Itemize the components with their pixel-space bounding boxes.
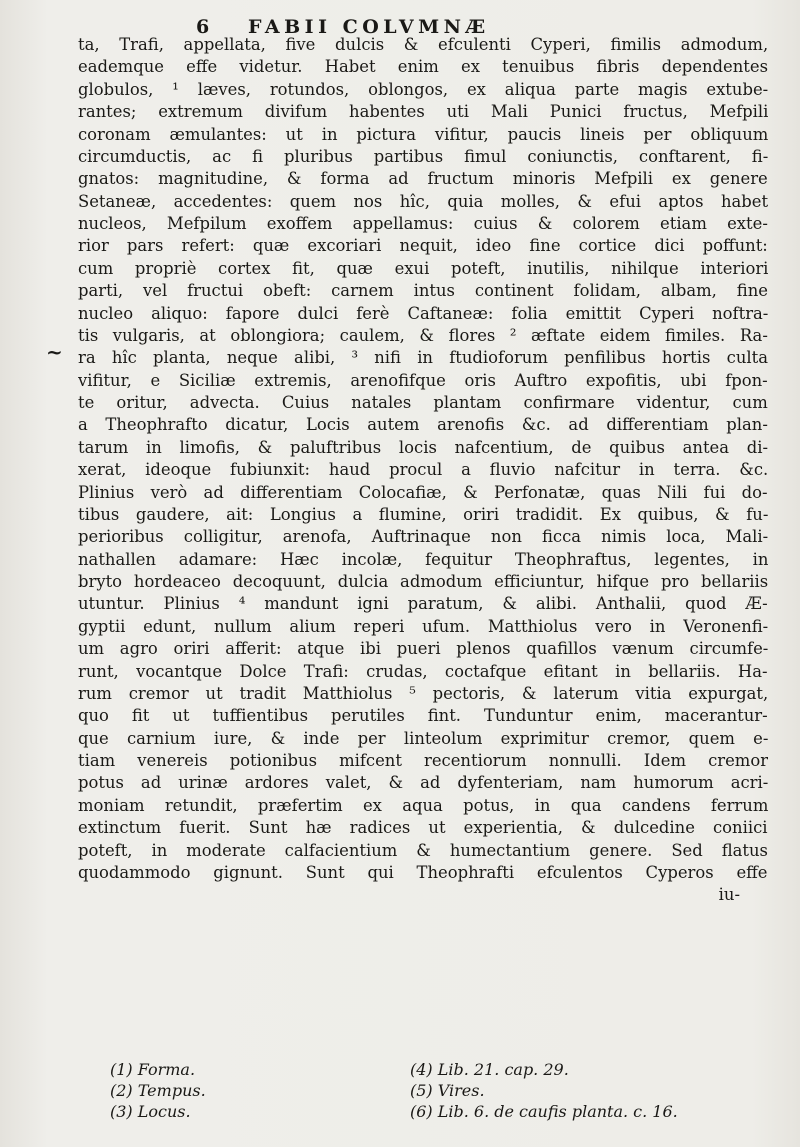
footnote: (3) Locus. (110, 1102, 191, 1121)
footnotes (110, 1059, 770, 1122)
text-line: tis vulgaris, at oblongiora; caulem, & flores ² æftate eidem fimiles. Ra- (78, 325, 768, 345)
text-line: perioribus colligitur, arenofa, Auftrinaque non ficca nimis loca, Mali- (78, 527, 768, 547)
text-line: gyptii edunt, nullum alium reperi ufum. Matthiolus vero in Veronenfi- (78, 616, 768, 636)
body-text (78, 34, 768, 907)
text-line: Plinius verò ad differentiam Colocafiæ, & Perfonatæ, quas Nili fui do- (78, 482, 768, 502)
text-line: moniam retundit, præfertim ex aqua potus, in qua candens ferrum (78, 795, 768, 815)
text-line: a Theophrafto dicatur, Locis autem arenofis &c. ad differentiam plan- (78, 415, 768, 435)
text-line: xerat, ideoque fubiunxit: haud procul a fluvio nafcitur in terra. &c. (78, 460, 768, 480)
text-line: que carnium iure, & inde per linteolum exprimitur cremor, quem e- (78, 728, 768, 748)
text-line: eademque effe videtur. Habet enim ex tenuibus fibris dependentes (78, 57, 768, 77)
text-line: iu- (718, 885, 740, 905)
page-header (0, 8, 800, 38)
text-line: parti, vel fructui obeft: carnem intus continent folidam, albam, fine (78, 281, 768, 301)
text-line: runt, vocantque Dolce Trafi: crudas, coctafque efitant in bellariis. Ha- (78, 661, 768, 681)
text-line: ra hîc planta, neque alibi, ³ nifi in ftudioforum penfilibus hortis culta (78, 348, 768, 368)
text-line: extinctum fuerit. Sunt hæ radices ut experientia, & dulcedine coniici (78, 818, 768, 838)
footnote: (4) Lib. 21. cap. 29. (410, 1060, 569, 1079)
running-head: FABII COLVMNÆ (248, 16, 490, 38)
text-line: utuntur. Plinius ⁴ mandunt igni paratum, & alibi. Anthalii, quod Æ- (78, 594, 768, 614)
footnote: (1) Forma. (110, 1060, 196, 1079)
text-line: nucleo aliquo: fapore dulci ferè Caftaneæ: folia emittit Cyperi noftra- (78, 303, 768, 323)
text-line: vifitur, e Siciliæ extremis, arenofifque oris Auftro expofitis, ubi fpon- (78, 370, 768, 390)
text-line: nathallen adamare: Hæc incolæ, fequitur Theophraftus, legentes, in (78, 549, 768, 569)
footnote: (6) Lib. 6. de caufis planta. c. 16. (410, 1102, 678, 1121)
footnote: (5) Vires. (410, 1081, 485, 1100)
text-line: gnatos: magnitudine, & forma ad fructum minoris Mefpili ex genere (78, 169, 768, 189)
text-line: tibus gaudere, ait: Longius a flumine, oriri tradidit. Ex quibus, & fu- (78, 504, 768, 524)
text-line: rum cremor ut tradit Matthiolus ⁵ pectoris, & laterum vitia expurgat, (78, 683, 768, 703)
text-line: poteft, in moderate calfacientium & humectantium genere. Sed flatus (78, 840, 768, 860)
text-line: tarum in limofis, & paluftribus locis nafcentium, de quibus antea di- (78, 437, 768, 457)
page-number: 6 (196, 16, 210, 38)
footnote-row (110, 1059, 770, 1080)
footnote-row (110, 1101, 770, 1122)
text-line: ta, Trafi, appellata, five dulcis & efculenti Cyperi, fimilis admodum, (78, 35, 768, 54)
text-line: te oritur, advecta. Cuius natales plantam confirmare videntur, cum (78, 393, 768, 412)
text-line: Setaneæ, accedentes: quem nos hîc, quia molles, & efui aptos habet (78, 191, 768, 211)
text-line: coronam æmulantes: ut in pictura vifitur, paucis lineis per obliquum (78, 124, 768, 144)
text-line: potus ad urinæ ardores valet, & ad dyfenteriam, nam humorum acri- (78, 773, 768, 793)
footnote: (2) Tempus. (110, 1081, 206, 1100)
text-line: bryto hordeaceo decoquunt, dulcia admodum efficiuntur, hifque pro bellariis (78, 572, 768, 591)
text-line: quodammodo gignunt. Sunt qui Theophrafti efculentos Cyperos effe (78, 862, 768, 882)
text-line: globulos, ¹ læves, rotundos, oblongos, ex aliqua parte magis extube- (78, 79, 768, 99)
text-line: tiam venereis potionibus mifcent recentiorum nonnulli. Idem cremor (78, 751, 768, 770)
text-line: cum propriè cortex fit, quæ exui poteft, inutilis, nihilque interiori (78, 258, 768, 278)
text-line: circumductis, ac fi pluribus partibus fimul coniunctis, conftarent, fi- (78, 146, 768, 166)
margin-mark: ~ (46, 340, 63, 364)
text-line: rior pars refert: quæ excoriari nequit, ideo fine cortice dici poffunt: (78, 236, 768, 256)
footnote-row (110, 1080, 770, 1101)
text-line: um agro oriri afferit: atque ibi pueri plenos quafillos vænum circumfe- (78, 639, 768, 659)
text-line: nucleos, Mefpilum exoffem appellamus: cuius & colorem etiam exte- (78, 214, 768, 233)
text-line: rantes; extremum divifum habentes uti Mali Punici fructus, Mefpili (78, 102, 768, 122)
text-line: quo fit ut tuffientibus perutiles fint. Tunduntur enim, macerantur- (78, 706, 768, 726)
